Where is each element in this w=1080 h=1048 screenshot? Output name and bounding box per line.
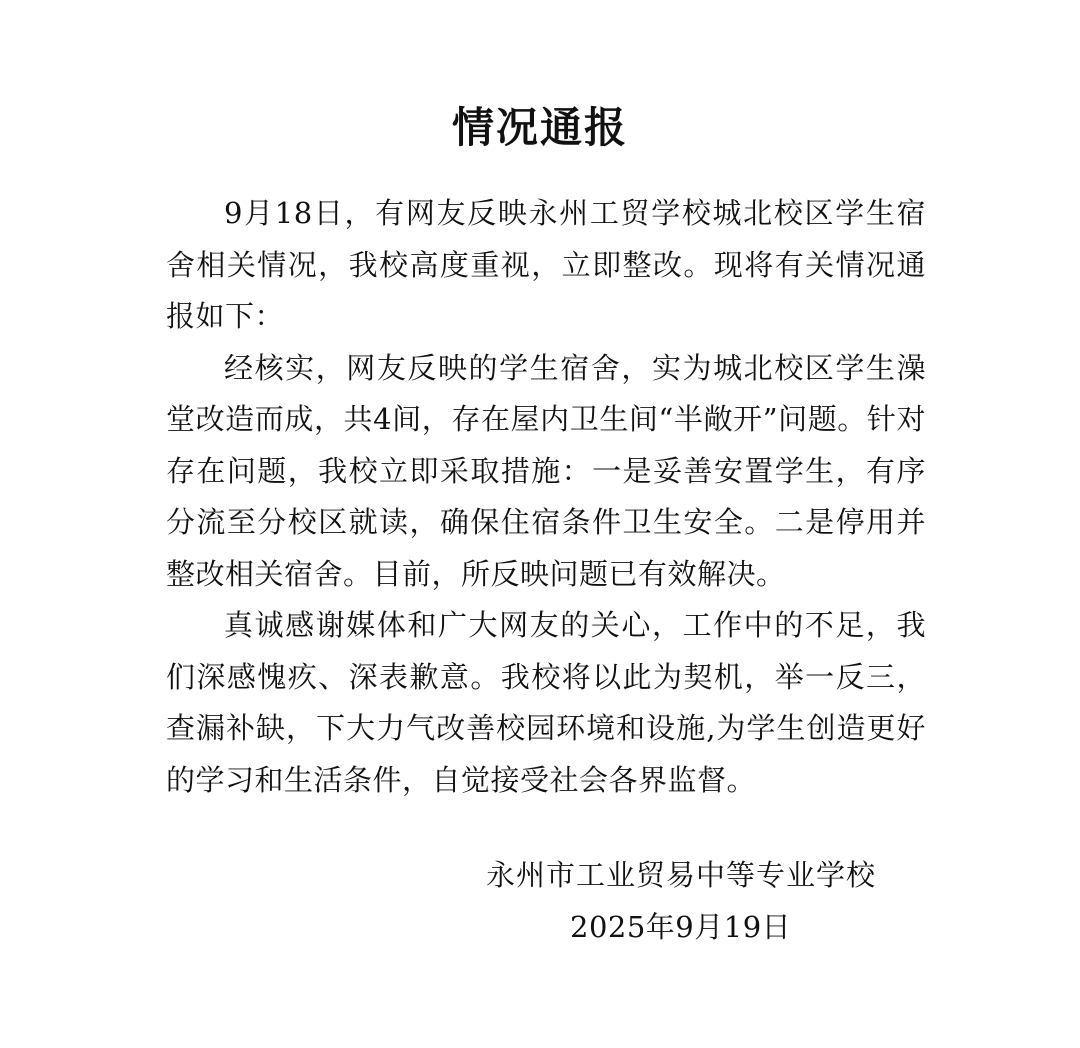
notice-body — [166, 188, 926, 806]
paragraph-apology: 真诚感谢媒体和广大网友的关心，工作中的不足，我们深感愧疚、深表歉意。我校将以此为契机，举一反三，查漏补缺，下大力气改善校园环境和设施,为学生创造更好的学习和生活条件，自觉接受社会各界监督。 — [166, 608, 926, 797]
issue-date: 2025年9月19日 — [570, 910, 792, 944]
issuer-signature: 永州市工业贸易中等专业学校 — [486, 858, 877, 892]
paragraph-verification: 经核实，网友反映的学生宿舍，实为城北校区学生澡堂改造而成，共4间，存在屋内卫生间“半敞开”问题。针对存在问题，我校立即采取措施：一是妥善安置学生，有序分流至分校区就读，确保住宿条件卫生安全。二是停用并整改相关宿舍。目前，所反映问题已有效解决。 — [166, 350, 926, 591]
page-title: 情况通报 — [451, 103, 628, 152]
paragraph-intro: 9月18日，有网友反映永州工贸学校城北校区学生宿舍相关情况，我校高度重视，立即整改。现将有关情况通报如下： — [166, 196, 926, 333]
